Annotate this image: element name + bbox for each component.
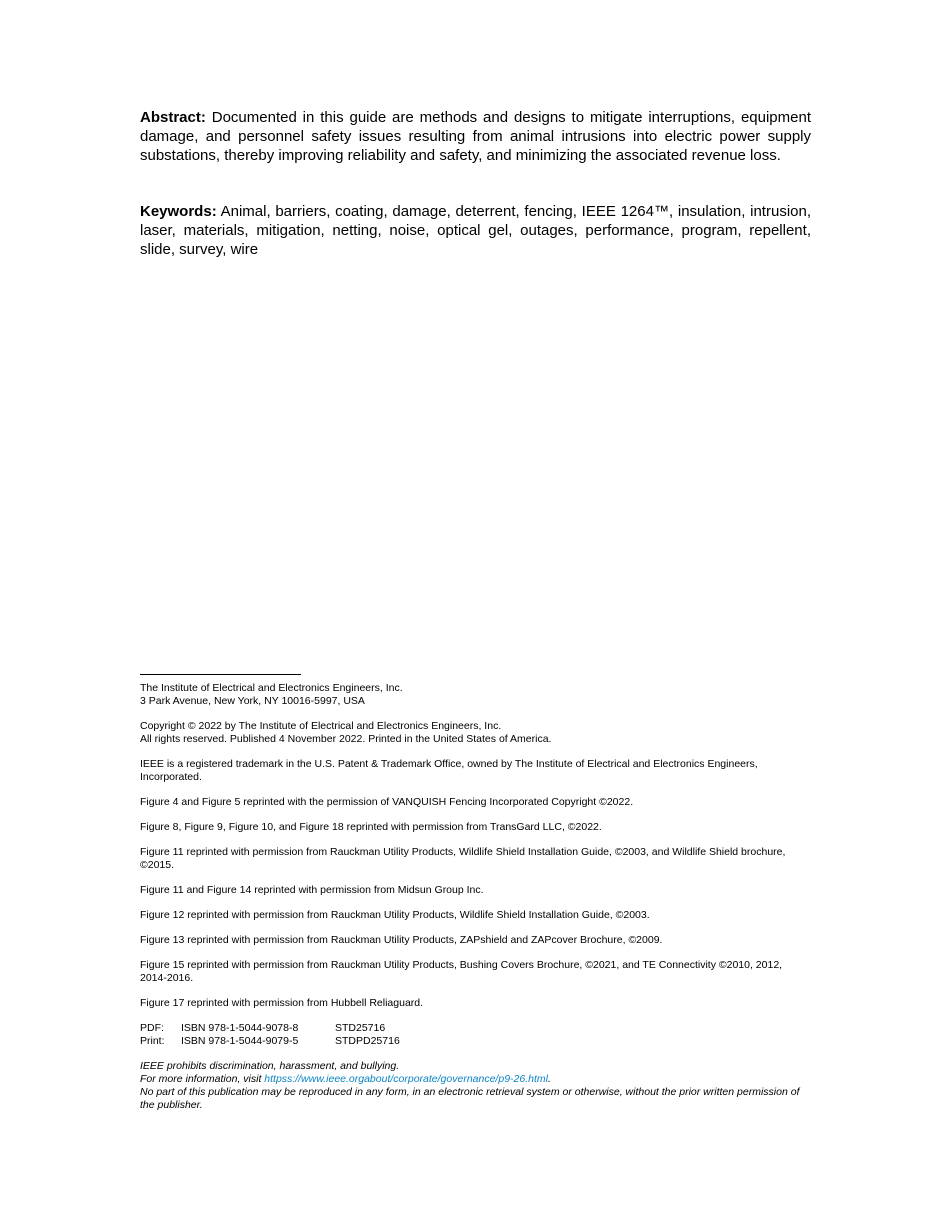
abstract-label: Abstract:	[140, 109, 206, 126]
permission-item: Figure 17 reprinted with permission from Hubbell Reliaguard.	[140, 997, 424, 1009]
isbn-format: Print:	[140, 1035, 165, 1047]
permission-item: Figure 15 reprinted with permission from Rauckman Utility Products, Bushing Covers Brochure, ©2021, and TE Connectivity ©2010, 2012, 2014-2016.	[140, 959, 783, 984]
isbn-format: PDF:	[140, 1022, 164, 1034]
copyright-notice	[140, 720, 811, 746]
copyright-line-1: Copyright © 2022 by The Institute of Electrical and Electronics Engineers, Inc.	[140, 720, 502, 732]
copyright-block	[140, 682, 811, 1112]
info-line	[140, 1073, 811, 1086]
publisher-block	[140, 682, 811, 708]
isbn-number: ISBN 978-1-5044-9079-5	[181, 1035, 299, 1047]
permission-item: Figure 11 and Figure 14 reprinted with permission from Midsun Group Inc.	[140, 884, 484, 896]
copyright-line-2: All rights reserved. Published 4 November 2022. Printed in the United States of America.	[140, 733, 552, 745]
reproduction-notice: No part of this publication may be reproduced in any form, in an electronic retrieval system or otherwise, without the prior written permission of the publisher.	[140, 1086, 800, 1111]
permission-item: Figure 13 reprinted with permission from Rauckman Utility Products, ZAPshield and ZAPcover Brochure, ©2009.	[140, 934, 663, 946]
legal-notice	[140, 1060, 811, 1112]
info-suffix: .	[547, 1073, 551, 1085]
isbn-row	[140, 1035, 400, 1048]
discrimination-notice: IEEE prohibits discrimination, harassment, and bullying.	[140, 1060, 400, 1072]
publisher-name: The Institute of Electrical and Electronics Engineers, Inc.	[140, 682, 403, 694]
isbn-table	[140, 1022, 400, 1048]
permission-item: Figure 12 reprinted with permission from Rauckman Utility Products, Wildlife Shield Installation Guide, ©2003.	[140, 909, 650, 921]
permission-item: Figure 8, Figure 9, Figure 10, and Figure 18 reprinted with permission from TransGard LLC, ©2022.	[140, 821, 602, 833]
governance-link[interactable]: httpss://www.ieee.orgabout/corporate/governance/p9-26.html	[264, 1073, 548, 1085]
isbn-code: STD25716	[335, 1022, 386, 1034]
isbn-row	[140, 1022, 400, 1035]
keywords-text: Animal, barriers, coating, damage, deterrent, fencing, IEEE 1264™, insulation, intrusion, laser, materials, mitigation, netting, noise, optical gel, outages, performance, program, repellent, slide, survey, wire	[140, 203, 811, 258]
info-prefix: For more information, visit	[140, 1073, 265, 1085]
abstract-paragraph	[140, 108, 811, 165]
abstract-text: Documented in this guide are methods and designs to mitigate interruptions, equipment damage, and personnel safety issues resulting from animal intrusions into electric power supply substations, thereby improving reliability and safety, and minimizing the associated revenue loss.	[140, 109, 811, 164]
isbn-code: STDPD25716	[335, 1035, 400, 1047]
isbn-number: ISBN 978-1-5044-9078-8	[181, 1022, 299, 1034]
keywords-paragraph	[140, 202, 811, 259]
permission-item: Figure 4 and Figure 5 reprinted with the permission of VANQUISH Fencing Incorporated Copyright ©2022.	[140, 796, 634, 808]
permission-item: Figure 11 reprinted with permission from Rauckman Utility Products, Wildlife Shield Installation Guide, ©2003, and Wildlife Shield brochure, ©2015.	[140, 846, 786, 871]
publisher-address: 3 Park Avenue, New York, NY 10016-5997, USA	[140, 695, 365, 707]
footnote-divider	[140, 674, 301, 675]
keywords-label: Keywords:	[140, 203, 217, 220]
trademark-notice: IEEE is a registered trademark in the U.S. Patent & Trademark Office, owned by The Institute of Electrical and Electronics Engineers, Incorporated.	[140, 758, 758, 783]
